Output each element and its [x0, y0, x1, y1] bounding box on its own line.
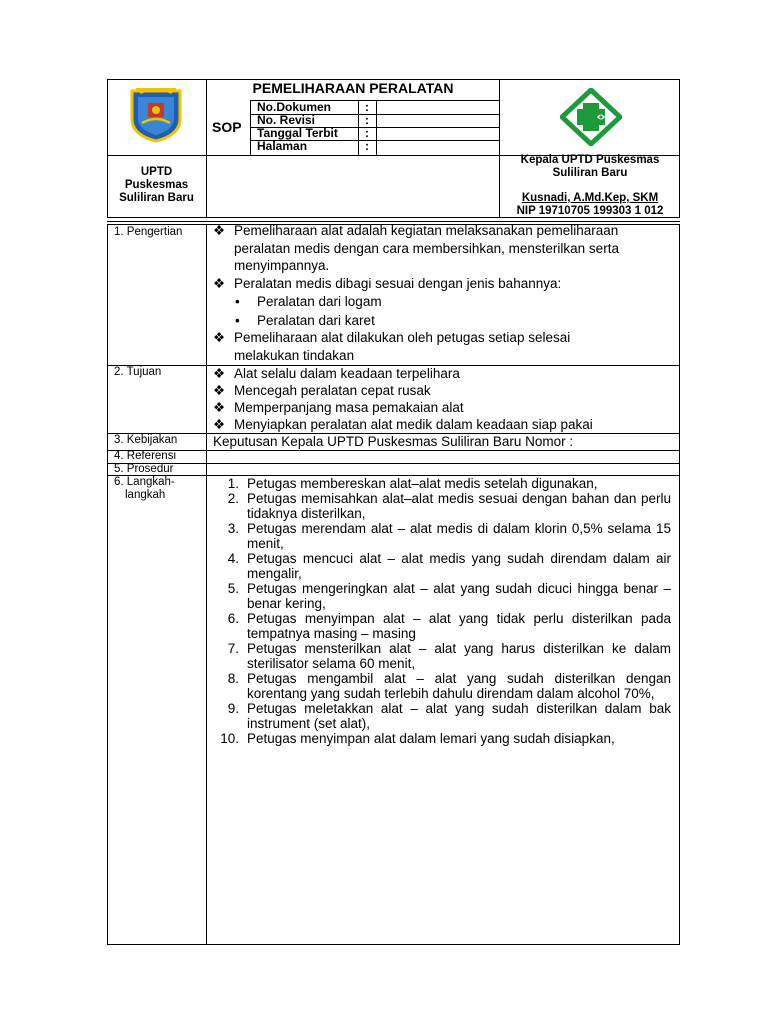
round-bullet-icon: • [235, 294, 240, 309]
step-text: Petugas mencuci alat – alat medis yang sudah direndam dalam air mengalir, [247, 551, 671, 581]
step-text: Petugas membereskan alat–alat medis setelah digunakan, [247, 476, 598, 491]
diamond-bullet-icon: ❖ [213, 400, 226, 415]
label-prosedur: 5. Prosedur [114, 463, 174, 475]
kebijakan-text: Keputusan Kepala UPTD Puskesmas Suliliran Baru Nomor : [213, 434, 574, 449]
step-item [213, 611, 671, 641]
step-number: 10. [220, 731, 239, 746]
doc-number-sep: : [365, 100, 369, 114]
sub-list-item [213, 293, 675, 311]
step-text: Petugas mengeringkan alat – alat yang sudah dicuci hingga benar – benar kering, [247, 581, 671, 611]
item-text: Memperpanjang masa pemakaian alat [234, 400, 464, 415]
step-text: Petugas menyimpan alat – alat yang tidak perlu disterilkan pada tempatnya masing – masing [247, 611, 671, 641]
step-text: Petugas meletakkan alat – alat yang sudah disterilkan dalam bak instrument (set alat), [247, 701, 671, 731]
revision-label: No. Revisi [257, 113, 316, 127]
sub-list-item [213, 312, 675, 330]
item-text: Peralatan dari karet [257, 313, 375, 328]
diamond-bullet-icon: ❖ [213, 223, 226, 238]
signatory-block [500, 154, 680, 180]
signatory-name: Kusnadi, A.Md.Kep, SKM [521, 192, 659, 204]
step-item [213, 476, 671, 491]
step-text: Petugas memisahkan alat–alat medis sesuai dengan bahan dan perlu tidaknya disterilkan, [247, 491, 671, 521]
item-text: Alat selalu dalam keadaan terpelihara [234, 366, 460, 381]
doc-number-label: No.Dokumen [257, 100, 332, 114]
step-item [213, 701, 671, 731]
puskesmas-logo-icon [560, 88, 622, 146]
step-item [213, 521, 671, 551]
diamond-bullet-icon: ❖ [213, 330, 226, 345]
item-text: Menyiapkan peralatan alat medik dalam keadaan siap pakai [234, 417, 593, 432]
step-text: Petugas mengambil alat – alat yang sudah disterilkan dengan korentang yang sudah terlebih dahulu direndam dalam alcohol 70%, [247, 671, 671, 701]
row-line [108, 450, 679, 451]
diamond-bullet-icon: ❖ [213, 417, 226, 432]
list-item [213, 416, 675, 434]
header-divider-left [206, 79, 207, 218]
label-tujuan: 2. Tujuan [114, 366, 162, 378]
step-text: Petugas merendam alat – alat medis di dalam klorin 0,5% selama 15 menit, [247, 521, 671, 551]
item-continuation [213, 347, 675, 365]
sop-label: SOP [212, 119, 242, 135]
step-number: 8. [227, 671, 239, 686]
diamond-bullet-icon: ❖ [213, 276, 226, 291]
issue-date-sep: : [365, 126, 369, 140]
tujuan-section [213, 365, 675, 433]
list-item [213, 222, 675, 240]
step-item [213, 551, 671, 581]
doc-info-table [250, 100, 499, 155]
label-langkah-line: langkah [125, 489, 166, 501]
list-item [213, 365, 675, 383]
step-number: 5. [227, 581, 239, 596]
signatory-title: Kepala UPTD Puskesmas [520, 154, 660, 166]
org-name [107, 166, 206, 205]
item-text: Mencegah peralatan cepat rusak [234, 383, 431, 398]
org-line: Puskesmas [124, 179, 189, 191]
label-kebijakan: 3. Kebijakan [114, 434, 178, 446]
step-number: 7. [227, 641, 239, 656]
item-text: Peralatan dari logam [257, 294, 382, 309]
steps-list [213, 476, 671, 746]
step-item [213, 671, 671, 701]
issue-date-label: Tanggal Terbit [257, 126, 338, 140]
step-number: 4. [227, 551, 239, 566]
revision-sep: : [365, 113, 369, 127]
step-text: Petugas mensterilkan alat – alat yang harus disterilkan ke dalam sterilisator selama 60 menit, [247, 641, 671, 671]
signatory-nip: NIP 19710705 199303 1 012 [516, 205, 664, 217]
pengertian-section [213, 222, 675, 366]
diamond-bullet-icon: ❖ [213, 383, 226, 398]
row-line [108, 463, 679, 464]
document-title: PEMELIHARAAN PERALATAN [252, 80, 454, 96]
step-item [213, 641, 671, 671]
item-text: Pemeliharaan alat dilakukan oleh petugas setiap selesai [234, 330, 571, 345]
step-text: Petugas menyimpan alat dalam lemari yang sudah disiapkan, [247, 731, 615, 746]
item-continuation [213, 240, 675, 258]
regional-emblem-icon [126, 85, 186, 143]
item-text: Peralatan medis dibagi sesuai dengan jenis bahannya: [234, 276, 562, 291]
list-item [213, 275, 675, 293]
step-number: 2. [227, 491, 239, 506]
item-text: peralatan medis dengan cara membersihkan, mensterilkan serta [234, 240, 619, 256]
round-bullet-icon: • [235, 313, 240, 328]
page-sep: : [365, 139, 369, 153]
label-langkah-line: 6. Langkah- [114, 476, 175, 488]
step-number: 3. [227, 521, 239, 536]
org-line: UPTD [140, 166, 173, 178]
list-item [213, 382, 675, 400]
item-text: Pemeliharaan alat adalah kegiatan melaksanakan pemeliharaan [234, 223, 619, 238]
list-item [213, 329, 675, 347]
body-col-divider [206, 225, 207, 944]
step-item [213, 581, 671, 611]
step-number: 1. [227, 476, 239, 491]
list-item [213, 399, 675, 417]
label-pengertian: 1. Pengertian [114, 226, 183, 238]
diamond-bullet-icon: ❖ [213, 366, 226, 381]
step-number: 9. [227, 701, 239, 716]
item-text: menyimpannya. [234, 258, 330, 273]
step-item [213, 731, 671, 746]
page-label: Halaman [257, 139, 308, 153]
label-langkah [114, 476, 175, 502]
step-item [213, 491, 671, 521]
item-text: melakukan tindakan [234, 348, 355, 363]
label-referensi: 4. Referensi [114, 450, 177, 462]
org-line: Suliliran Baru [119, 192, 194, 204]
item-continuation [213, 257, 675, 275]
signatory-title: Suliliran Baru [552, 167, 628, 179]
step-number: 6. [227, 611, 239, 626]
